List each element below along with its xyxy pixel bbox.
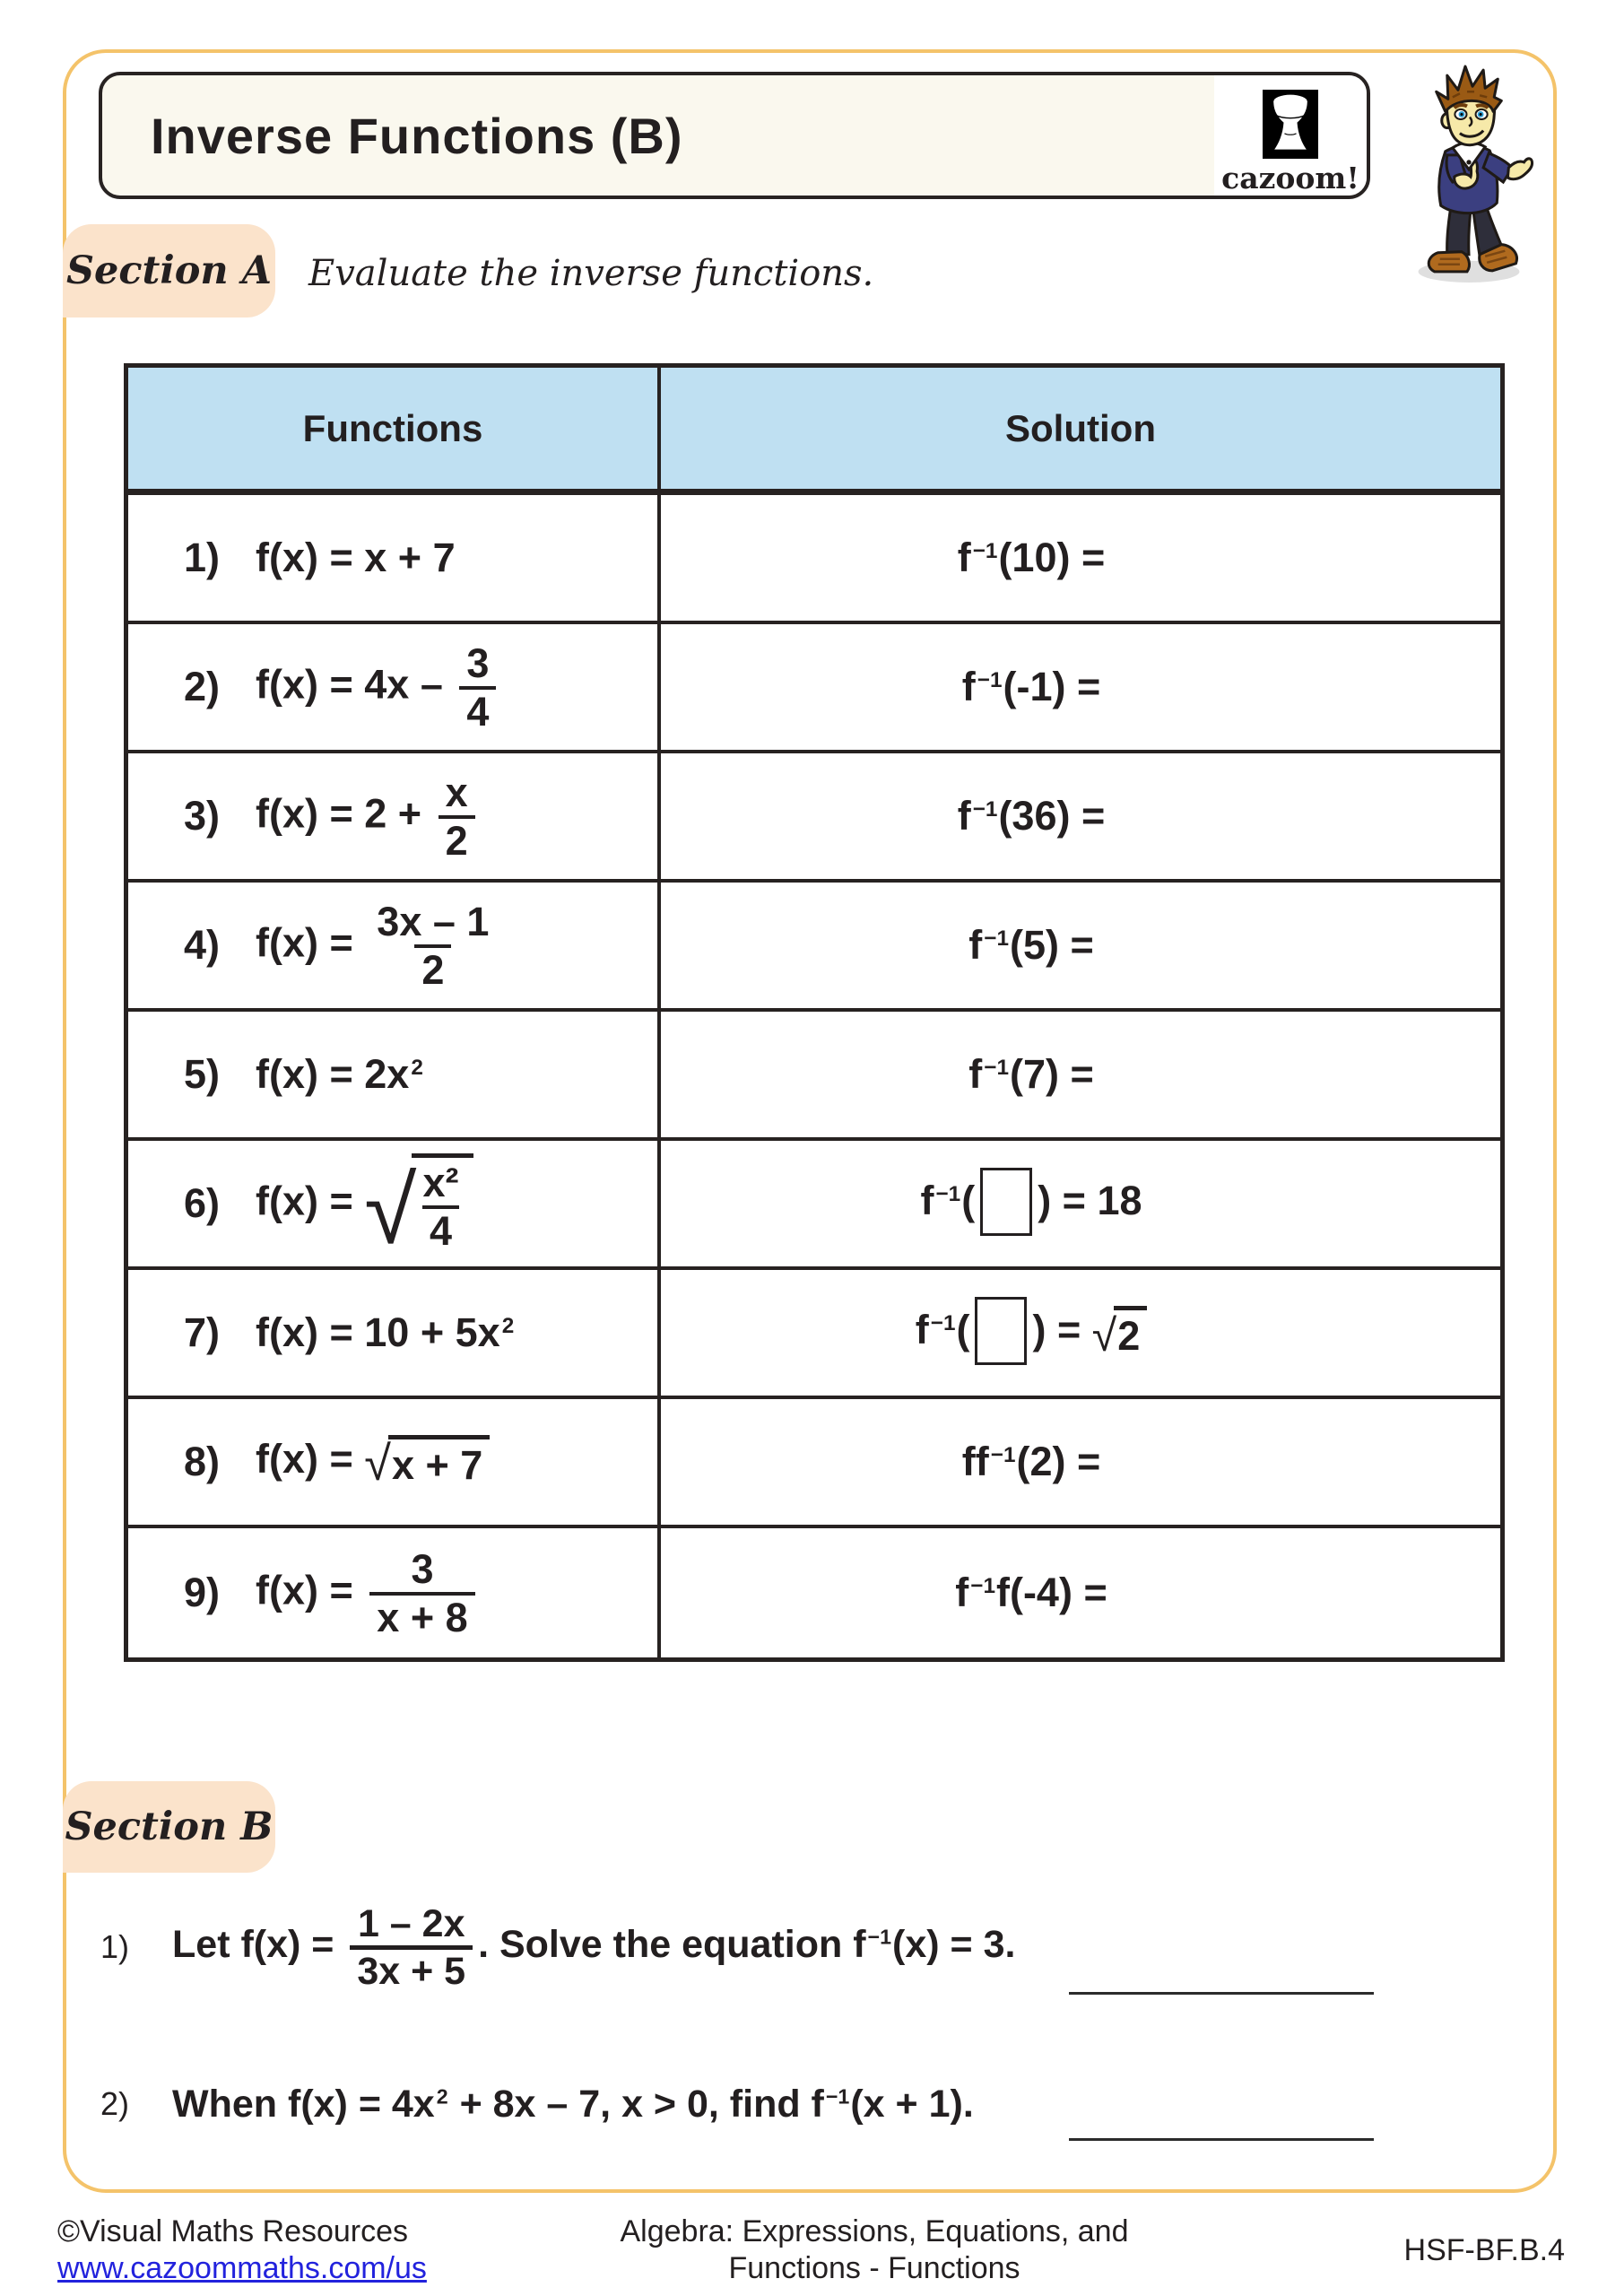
question-number: 3) [184, 793, 221, 839]
answer-box [975, 1297, 1027, 1365]
solution-expression: f−1(-1) = [961, 664, 1101, 709]
section-b-question-1 [100, 1901, 1015, 1992]
section-b-pill [63, 1781, 275, 1873]
footer-copyright-block [57, 2213, 427, 2288]
question-number: 9) [184, 1570, 221, 1615]
title-box [99, 72, 1370, 199]
question-number: 4) [184, 922, 221, 968]
table-row [128, 1012, 1500, 1141]
function-expression: f(x) = 2x2 [256, 1051, 423, 1097]
section-a-instruction: Evaluate the inverse functions. [308, 253, 874, 294]
table-row [128, 495, 1500, 624]
radical-sign: √ [364, 1437, 391, 1492]
answer-box [980, 1168, 1032, 1236]
function-expression: f(x) = $\frac{3x - 1}{2}$ [256, 898, 490, 993]
topic-line-2: Functions - Functions [728, 2251, 1020, 2286]
function-expression: f(x) = 2 + $\frac{x}{2}$ [256, 770, 481, 864]
question-number: 1) [100, 1927, 130, 1965]
copyright-text: ©Visual Maths Resources [57, 2214, 409, 2248]
function-expression: f(x) = $\frac{3}{x + 8}$ [256, 1546, 481, 1640]
solution-expression: ff−1(2) = [961, 1439, 1101, 1484]
solution-expression: f−1(7) = [968, 1051, 1094, 1097]
table-header-row [128, 368, 1500, 495]
table-row [128, 1399, 1500, 1528]
table-row [128, 1270, 1500, 1399]
solution-expression: f−1( ) = √ 2 [916, 1299, 1147, 1367]
question-number: 2) [184, 664, 221, 709]
functions-table [124, 363, 1505, 1662]
answer-line [1069, 2138, 1374, 2141]
question-number: 8) [184, 1439, 221, 1484]
function-expression: f(x) = 4x – $\frac{3}{4}$ [256, 640, 501, 735]
section-a-pill [63, 224, 275, 317]
solution-expression: f−1f(-4) = [955, 1570, 1107, 1615]
section-b-label: Section B [65, 1805, 274, 1849]
standard-code: HSF-BF.B.4 [1403, 2233, 1565, 2267]
question-number: 2) [100, 2085, 130, 2122]
question-number: 1) [184, 535, 221, 580]
answer-line [1069, 1992, 1374, 1995]
mascot-illustration [1397, 61, 1539, 287]
column-header-solution: Solution [1005, 406, 1156, 449]
cazoom-drum-icon [1263, 90, 1318, 159]
solution-expression: f−1( ) = 18 [920, 1170, 1142, 1238]
brand-wordmark: cazoom! [1221, 161, 1359, 196]
footer-topic-block [605, 2213, 1143, 2288]
solution-expression: f−1(10) = [957, 535, 1106, 580]
table-row [128, 883, 1500, 1012]
table-row [128, 624, 1500, 753]
radical-sign: √ [1091, 1310, 1117, 1361]
table-row [128, 1141, 1500, 1270]
website-link[interactable]: www.cazoommaths.com/us [57, 2251, 427, 2286]
solution-expression: f−1(36) = [957, 793, 1106, 839]
question-number: 5) [184, 1051, 221, 1097]
question-text: When f(x) = 4x2 + 8x – 7, x > 0, find f−1(x + 1). [172, 2082, 974, 2126]
section-b-question-2 [100, 2081, 974, 2127]
solution-expression: f−1(5) = [968, 922, 1094, 968]
radical-sign: √ [364, 1157, 417, 1264]
question-text: Let f(x) = $\frac{1 - 2x}{3x + 5}$ . Solve the equation f−1(x) = 3. [172, 1902, 1016, 1994]
table-row [128, 1528, 1500, 1657]
column-header-functions: Functions [128, 368, 661, 489]
question-number: 6) [184, 1180, 221, 1226]
function-expression: f(x) = 10 + 5x2 [256, 1309, 515, 1355]
page-title: Inverse Functions (B) [151, 107, 683, 164]
topic-line-1: Algebra: Expressions, Equations, and [620, 2214, 1129, 2248]
cazoom-logo [1214, 75, 1367, 196]
section-a-label: Section A [65, 248, 273, 293]
function-expression: f(x) = √ x + 7 [256, 1435, 490, 1489]
question-number: 7) [184, 1309, 221, 1355]
function-expression: f(x) = √ $\frac{\text{x²}}{4}$ [256, 1153, 473, 1255]
table-row [128, 753, 1500, 883]
function-expression: f(x) = x + 7 [256, 535, 456, 580]
